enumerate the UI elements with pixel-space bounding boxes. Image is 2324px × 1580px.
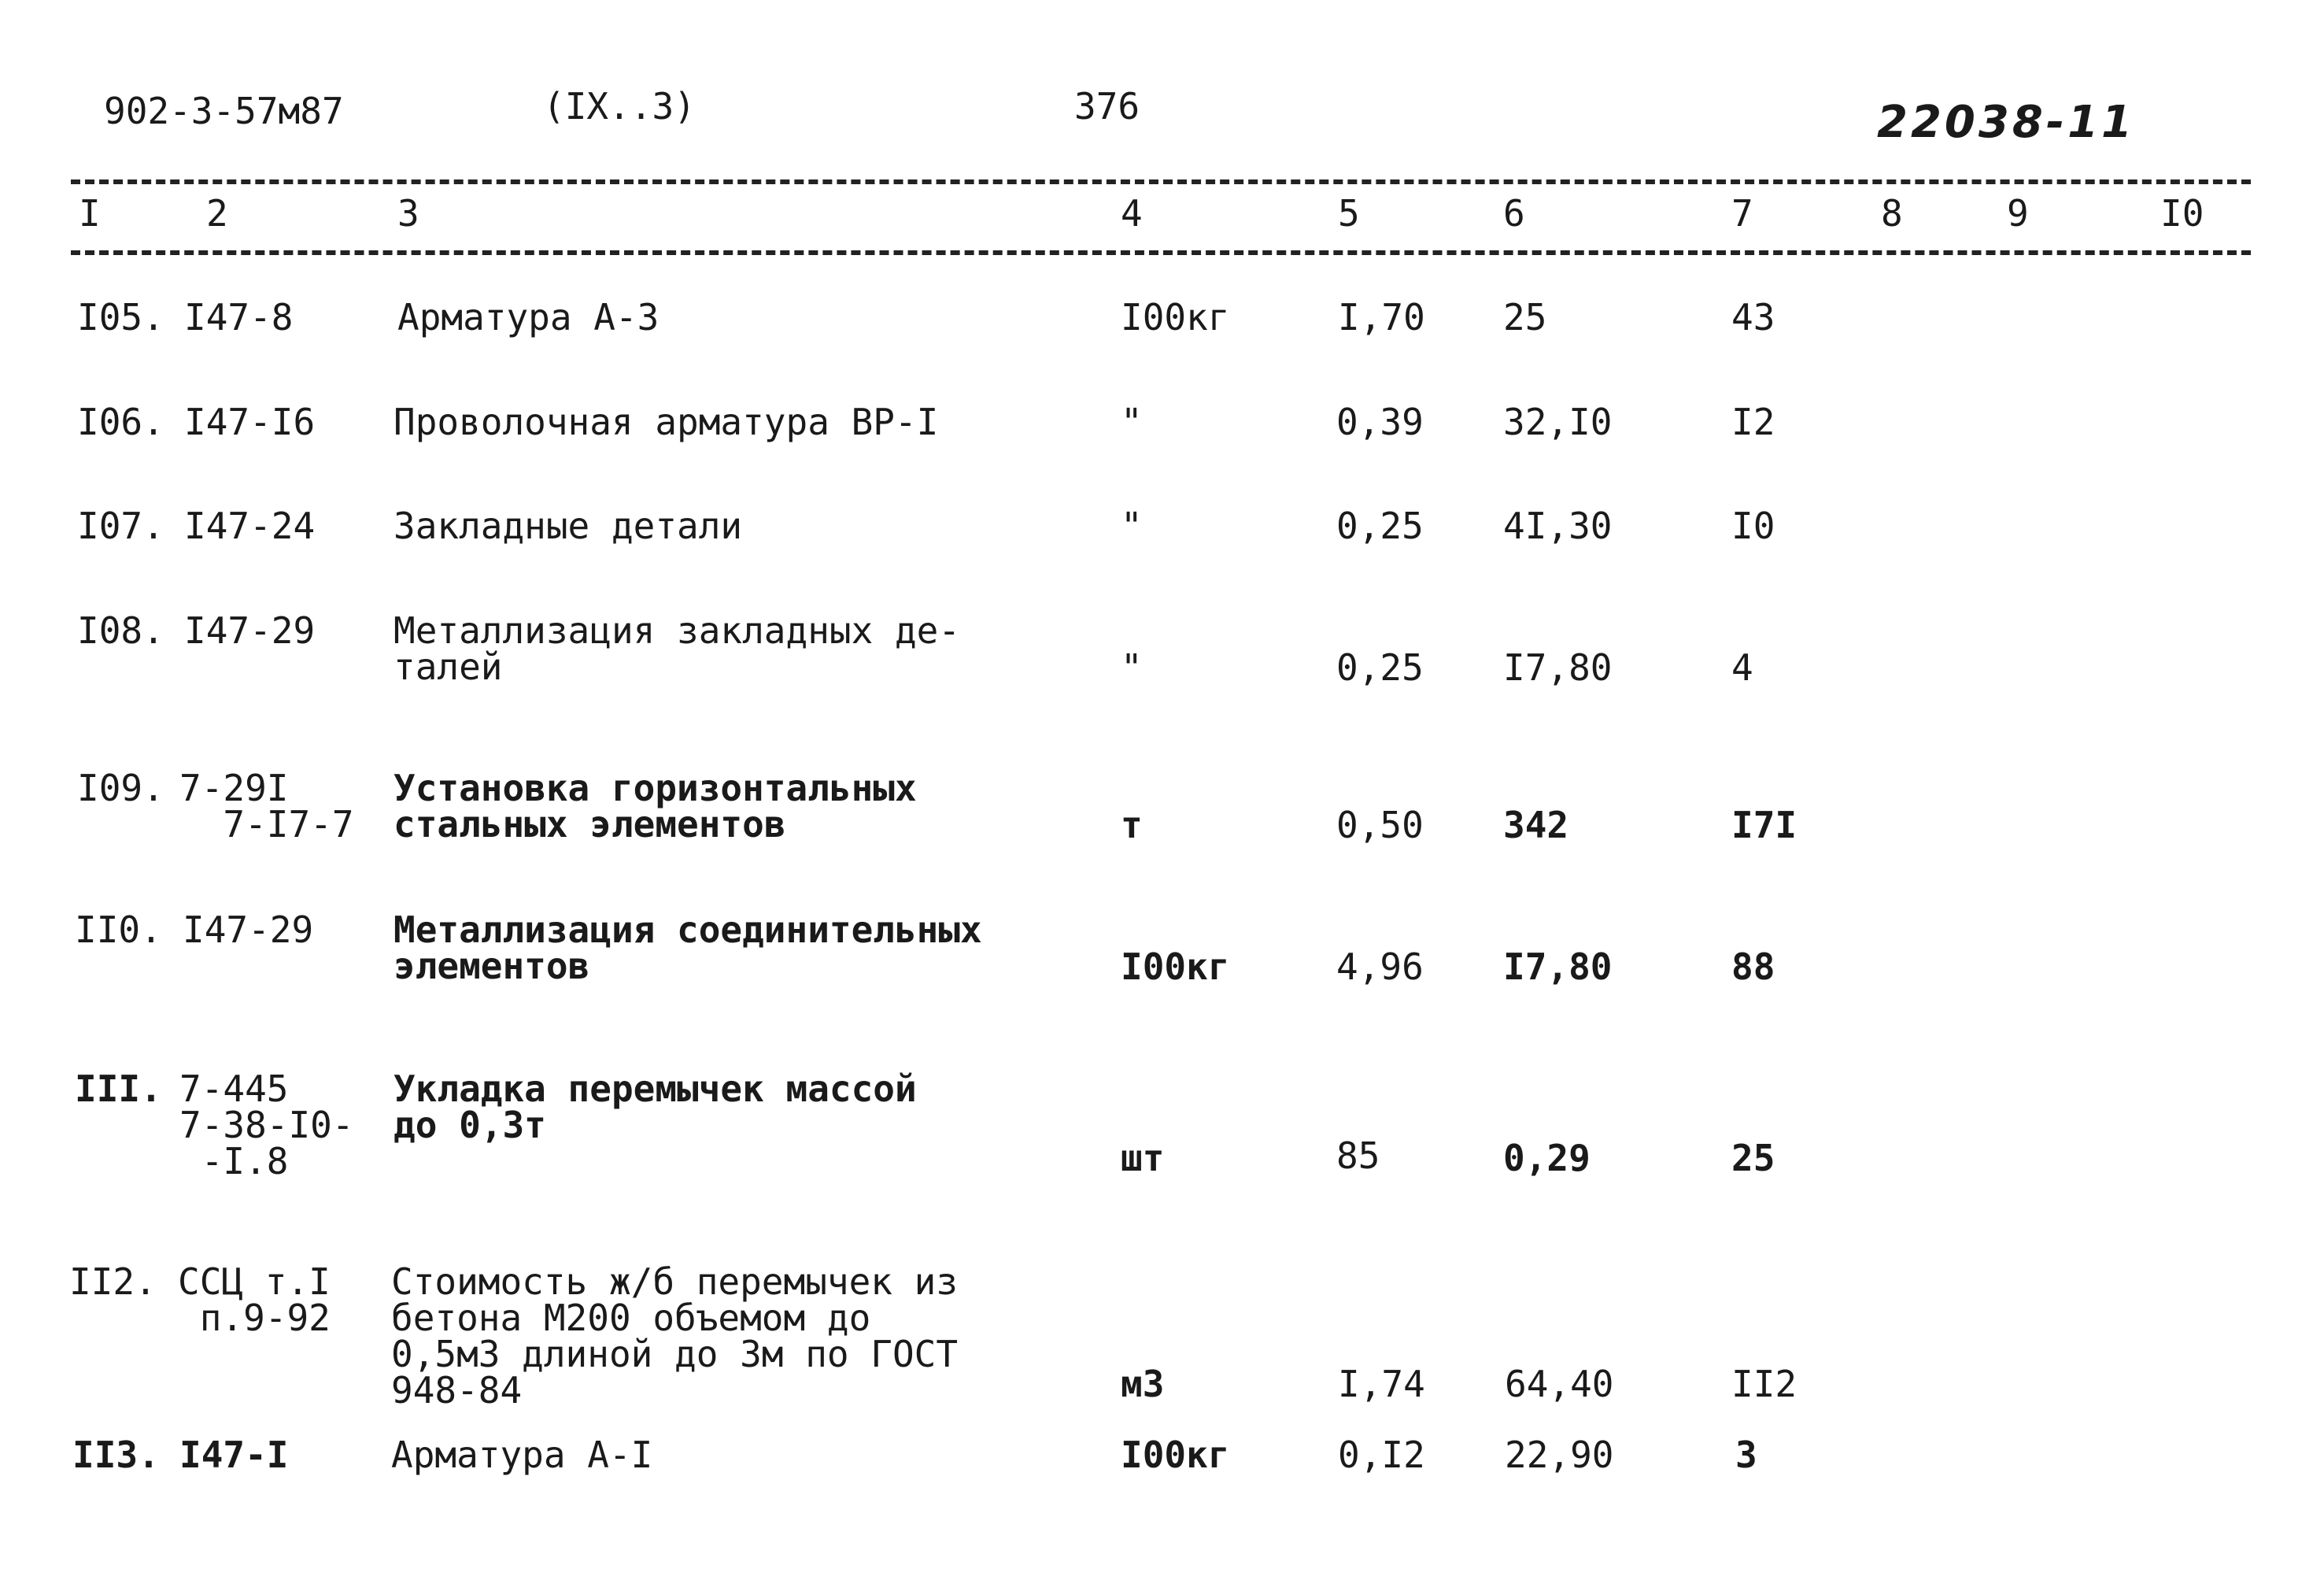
row-total: II2	[1731, 1363, 1797, 1405]
row-code: I47-8	[184, 296, 294, 339]
row-quantity: 0,39	[1336, 401, 1424, 443]
row-total: I0	[1731, 505, 1775, 547]
row-quantity: 0,I2	[1338, 1434, 1425, 1476]
row-quantity: 0,25	[1336, 505, 1424, 547]
row-price: 342	[1503, 804, 1569, 846]
handwritten-number: 22038-11	[1877, 97, 2135, 148]
row-number: I07.	[77, 505, 164, 547]
column-header: 8	[1881, 192, 1903, 235]
row-total: 3	[1735, 1434, 1757, 1476]
row-total: 25	[1731, 1137, 1775, 1179]
row-code: 7-445 7-38-I0- -I.8	[179, 1068, 354, 1182]
row-total: 4	[1731, 646, 1753, 689]
row-code: I47-24	[184, 505, 316, 547]
row-unit: I00кг	[1121, 296, 1230, 339]
row-code: I47-29	[183, 908, 314, 951]
row-price: I7,80	[1503, 945, 1613, 988]
document-code: 902-3-57м87	[104, 90, 344, 132]
section-code: (IX..3)	[543, 85, 696, 128]
row-description: Проволочная арматура ВР-I	[393, 401, 939, 443]
row-number: II0.	[75, 908, 162, 951]
row-total: I7I	[1731, 804, 1797, 846]
row-quantity: I,74	[1338, 1363, 1425, 1405]
row-description: Металлизация соединительных элементов	[393, 908, 982, 987]
row-description: Укладка перемычек массой до 0,3т	[393, 1068, 917, 1146]
row-quantity: 0,25	[1336, 646, 1424, 689]
header-bottom-divider	[71, 250, 2251, 255]
row-total: I2	[1731, 401, 1775, 443]
row-quantity: 4,96	[1336, 945, 1424, 988]
row-unit: "	[1121, 505, 1143, 547]
row-code: 7-29I 7-I7-7	[179, 767, 354, 846]
column-header: 5	[1338, 192, 1360, 235]
column-header: 7	[1731, 192, 1753, 235]
row-price: 25	[1503, 296, 1547, 339]
column-header: 2	[206, 192, 228, 235]
row-code: I47-29	[184, 609, 316, 652]
page-number: 376	[1074, 85, 1140, 128]
column-header: 3	[397, 192, 419, 235]
row-price: 22,90	[1505, 1434, 1614, 1476]
row-number: I09.	[77, 767, 164, 809]
column-header: I0	[2160, 192, 2204, 235]
row-number: I05.	[77, 296, 164, 339]
row-number: III.	[75, 1068, 162, 1110]
row-description: Установка горизонтальных стальных элементов	[393, 767, 917, 846]
row-number: II2.	[69, 1260, 157, 1303]
row-description: Арматура А-I	[391, 1434, 653, 1476]
row-number: I06.	[77, 401, 164, 443]
row-unit: м3	[1121, 1363, 1165, 1405]
row-description: Стоимость ж/б перемычек из бетона М200 объемом до 0,5м3 длиной до 3м по ГОСТ 948-84	[391, 1260, 959, 1412]
row-quantity: I,70	[1338, 296, 1425, 339]
row-description: Арматура А-3	[397, 296, 660, 339]
column-header: 4	[1121, 192, 1143, 235]
row-unit: I00кг	[1121, 945, 1230, 988]
row-price: 32,I0	[1503, 401, 1613, 443]
column-header: I	[79, 192, 101, 235]
row-code: ССЦ т.I п.9-92	[178, 1260, 331, 1339]
row-code: I47-I6	[184, 401, 316, 443]
row-total: 88	[1731, 945, 1775, 988]
row-price: 64,40	[1505, 1363, 1614, 1405]
row-number: II3.	[72, 1434, 160, 1476]
row-total: 43	[1731, 296, 1775, 339]
row-number: I08.	[77, 609, 164, 652]
row-price: 4I,30	[1503, 505, 1613, 547]
row-price: I7,80	[1503, 646, 1613, 689]
row-unit: "	[1121, 646, 1143, 689]
row-unit: т	[1121, 804, 1143, 846]
row-description: Закладные детали	[393, 505, 743, 547]
row-unit: I00кг	[1121, 1434, 1230, 1476]
row-unit: "	[1121, 401, 1143, 443]
header-top-divider	[71, 179, 2251, 184]
row-quantity: 85	[1336, 1134, 1380, 1177]
row-unit: шт	[1121, 1137, 1165, 1179]
column-header: 9	[2007, 192, 2029, 235]
row-code: I47-I	[179, 1434, 289, 1476]
column-header: 6	[1503, 192, 1525, 235]
row-quantity: 0,50	[1336, 804, 1424, 846]
row-description: Металлизация закладных де- талей	[393, 609, 961, 688]
row-price: 0,29	[1503, 1137, 1591, 1179]
